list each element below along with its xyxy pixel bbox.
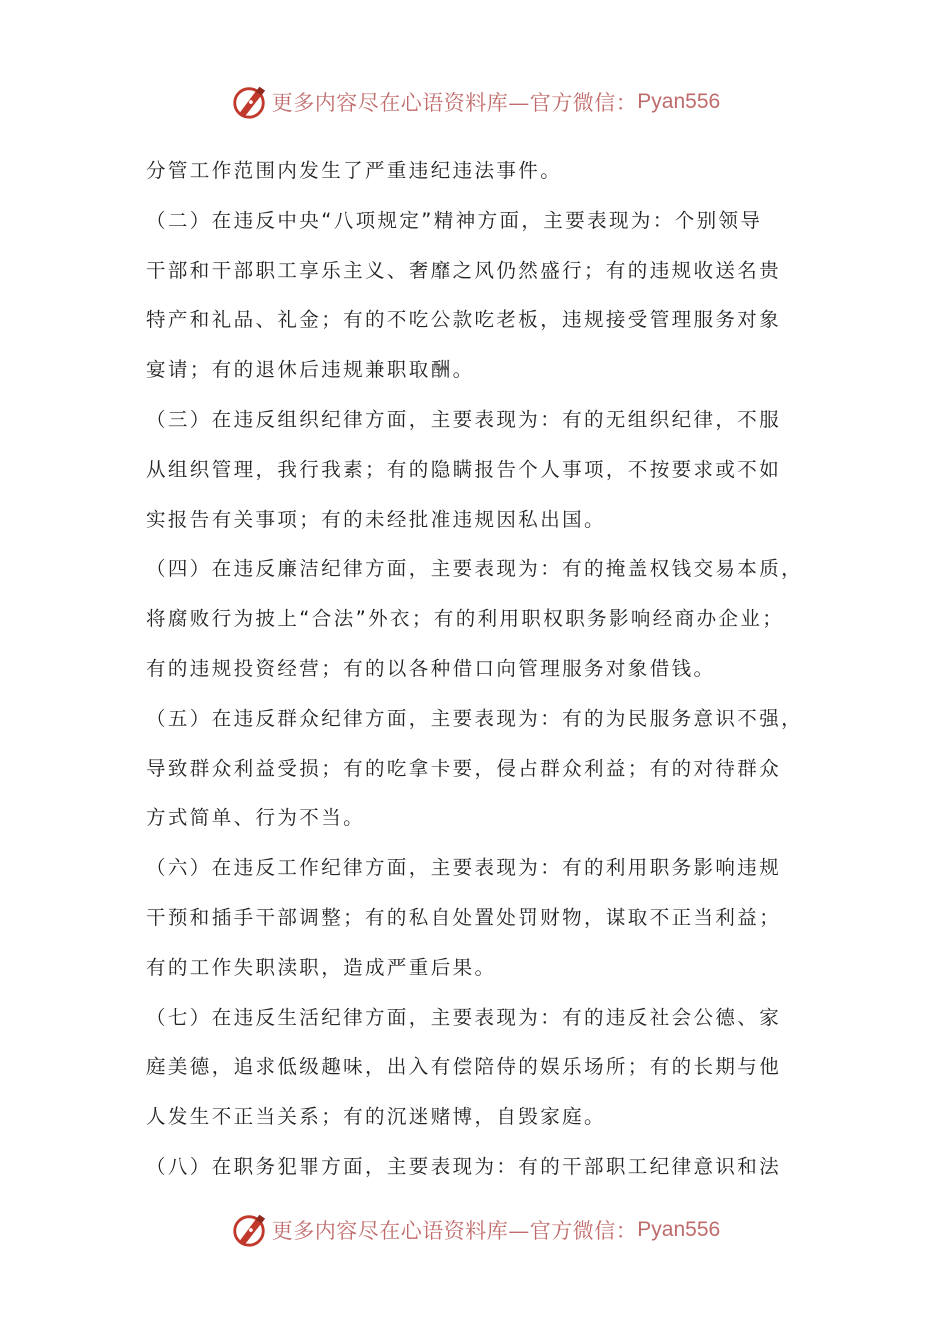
pen-nib-logo-icon	[230, 1211, 268, 1249]
body-line: 干预和插手干部调整；有的私自处置处罚财物，谋取不正当利益；	[146, 905, 782, 929]
footer-banner-text: 更多内容尽在心语资料库—官方微信：	[271, 1219, 638, 1243]
body-line: （五）在违反群众纪律方面，主要表现为：有的为民服务意识不强，	[146, 706, 804, 730]
footer-banner	[0, 1210, 950, 1250]
body-line: 人发生不正当关系；有的沉迷赌博，自毁家庭。	[146, 1105, 606, 1129]
body-line: 方式简单、行为不当。	[146, 806, 366, 830]
header-banner	[0, 82, 950, 122]
body-line: （二）在违反中央“八项规定”精神方面，主要表现为：个别领导	[146, 208, 763, 232]
body-line: 干部和干部职工享乐主义、奢靡之风仍然盛行；有的违规收送名贵	[146, 258, 782, 282]
body-line: 导致群众利益受损；有的吃拿卡要，侵占群众利益；有的对待群众	[146, 756, 782, 780]
body-line: （三）在违反组织纪律方面，主要表现为：有的无组织纪律，不服	[146, 407, 782, 431]
pen-nib-logo-icon	[230, 83, 268, 121]
header-wechat-id: Pyan556	[637, 90, 721, 113]
body-line: 有的违规投资经营；有的以各种借口向管理服务对象借钱。	[146, 656, 716, 680]
body-line: 从组织管理，我行我素；有的隐瞒报告个人事项，不按要求或不如	[146, 457, 782, 481]
body-line: 有的工作失职渎职，造成严重后果。	[146, 955, 497, 979]
body-line: 特产和礼品、礼金；有的不吃公款吃老板，违规接受管理服务对象	[146, 308, 782, 332]
body-line: 实报告有关事项；有的未经批准违规因私出国。	[146, 507, 606, 531]
body-line: 庭美德，追求低级趣味，出入有偿陪侍的娱乐场所；有的长期与他	[146, 1055, 782, 1079]
body-line: （八）在职务犯罪方面，主要表现为：有的干部职工纪律意识和法	[146, 1154, 782, 1178]
document-body	[146, 146, 822, 1192]
body-line: 分管工作范围内发生了严重违纪违法事件。	[146, 159, 563, 182]
header-banner-text: 更多内容尽在心语资料库—官方微信：	[271, 91, 638, 115]
body-line: （四）在违反廉洁纪律方面，主要表现为：有的掩盖权钱交易本质，	[146, 557, 804, 581]
body-line: 将腐败行为披上“合法”外衣；有的利用职权职务影响经商办企业；	[146, 607, 785, 631]
body-line: （七）在违反生活纪律方面，主要表现为：有的违反社会公德、家	[146, 1005, 782, 1029]
body-line: （六）在违反工作纪律方面，主要表现为：有的利用职务影响违规	[146, 856, 782, 880]
footer-wechat-id: Pyan556	[637, 1218, 721, 1241]
body-line: 宴请；有的退休后违规兼职取酬。	[146, 358, 475, 382]
